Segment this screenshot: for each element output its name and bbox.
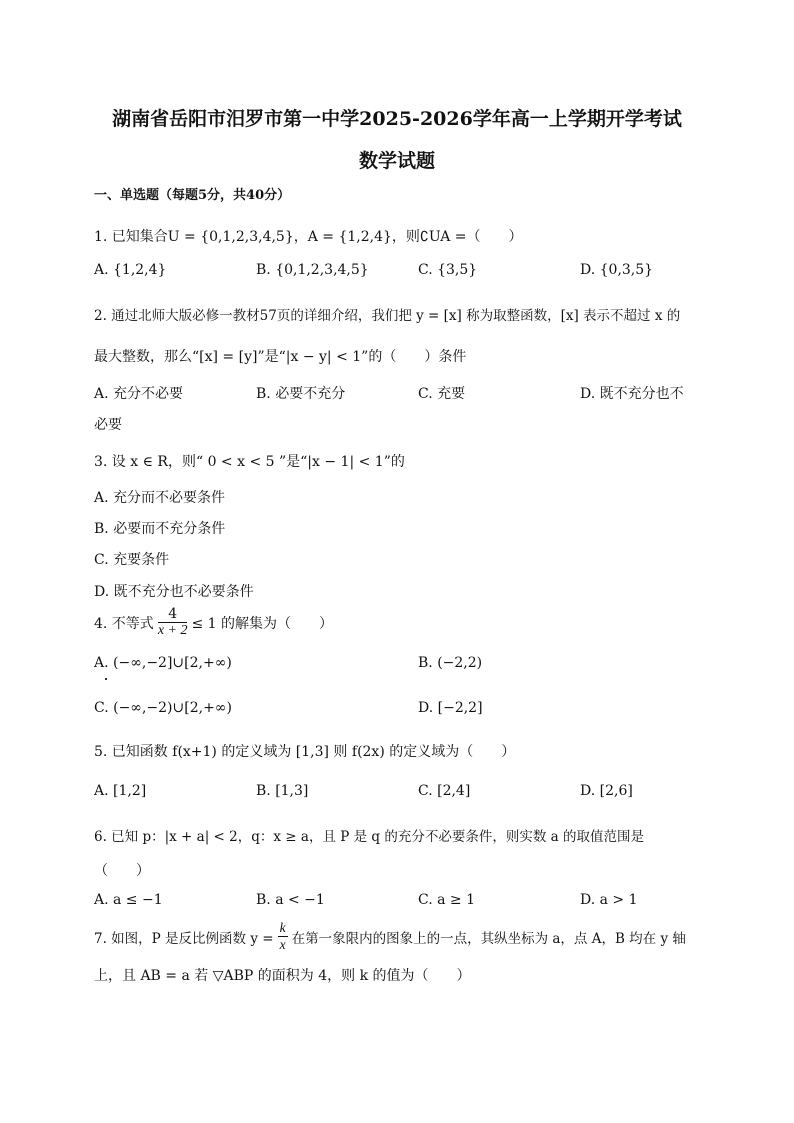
question-4-option-a: A. (−∞,−2]∪[2,+∞) [94,655,232,671]
question-6-stem: 6. 已知 p：|x + a| < 2，q：x ≥ a，且 P 是 q 的充分不必要条件，则实数 a 的取值范围是 [94,829,644,845]
question-3-option-c: C. 充要条件 [94,552,170,568]
question-1-option-c: C. {3,5} [418,262,478,278]
question-2-option-c: C. 充要 [418,386,466,402]
question-3-option-a: A. 充分而不必要条件 [94,490,226,506]
question-4-option-b: B. (−2,2) [418,655,483,671]
question-7-fraction-denominator: x [279,937,286,952]
question-5-option-b: B. [1,3] [256,783,309,799]
question-6-option-c: C. a ≥ 1 [418,892,475,908]
question-7-fraction [278,920,288,953]
exam-subtitle: 数学试题 [358,150,435,172]
question-6-option-d: D. a > 1 [580,892,638,908]
question-4-fraction [158,606,188,639]
question-1-option-a: A. {1,2,4} [94,262,167,278]
question-5-option-a: A. [1,2] [94,783,147,799]
question-4-fraction-denominator: x + 2 [157,623,188,638]
question-4-option-c: C. (−∞,−2)∪[2,+∞) [94,700,232,716]
question-2-option-b: B. 必要不充分 [256,386,346,402]
question-5-option-c: C. [2,4] [418,783,471,799]
question-4-stem-suffix: ≤ 1 的解集为（ ） [191,615,334,632]
stray-dot-mark [105,678,107,680]
question-1-stem: 1. 已知集合U = {0,1,2,3,4,5}，A = {1,2,4}，则∁UA =（ ） [94,229,523,245]
question-2-stem: 2. 通过北师大版必修一教材57页的详细介绍，我们把 y = [x] 称为取整函数，[x] 表示不超过 x 的 [94,308,681,324]
question-1-option-d: D. {0,3,5} [580,262,654,278]
question-6-stem-continued: （ ） [94,863,150,879]
question-4-option-d: D. [−2,2] [418,700,483,716]
question-7-stem-continued: 上，且 AB = a 若 ▽ABP 的面积为 4，则 k 的值为（ ） [94,968,471,984]
question-7-stem-prefix: 7. 如图，P 是反比例函数 y = [94,930,274,947]
question-4-stem [94,606,333,639]
question-4-stem-prefix: 4. 不等式 [94,615,154,632]
question-4-fraction-numerator: 4 [158,606,188,623]
question-6-option-a: A. a ≤ −1 [94,892,163,908]
section-heading: 一、单选题（每题5分，共40分） [94,188,291,203]
question-2-option-a: A. 充分不必要 [94,386,184,402]
question-1-option-b: B. {0,1,2,3,4,5} [256,262,369,278]
question-3-option-d: D. 既不充分也不必要条件 [94,584,254,600]
question-3-stem: 3. 设 x ∈ R，则“ 0 < x < 5 ”是“|x − 1| < 1”的 [94,454,405,470]
question-2-option-d-wrap: 必要 [94,417,122,433]
question-2-option-d: D. 既不充分也不 [580,386,684,402]
exam-title: 湖南省岳阳市汨罗市第一中学2025-2026学年高一上学期开学考试 [112,108,682,130]
question-5-option-d: D. [2,6] [580,783,633,799]
question-2-stem-continued: 最大整数，那么“[x] = [y]”是“|x − y| < 1”的（ ）条件 [94,349,467,365]
question-7-fraction-numerator: k [279,920,286,935]
question-7-stem [94,920,686,953]
question-7-stem-suffix: 在第一象限内的图象上的一点，其纵坐标为 a，点 A，B 均在 y 轴 [291,930,686,947]
question-6-option-b: B. a < −1 [256,892,325,908]
question-5-stem: 5. 已知函数 f(x+1) 的定义域为 [1,3] 则 f(2x) 的定义域为（ ） [94,744,516,760]
question-3-option-b: B. 必要而不充分条件 [94,521,226,537]
